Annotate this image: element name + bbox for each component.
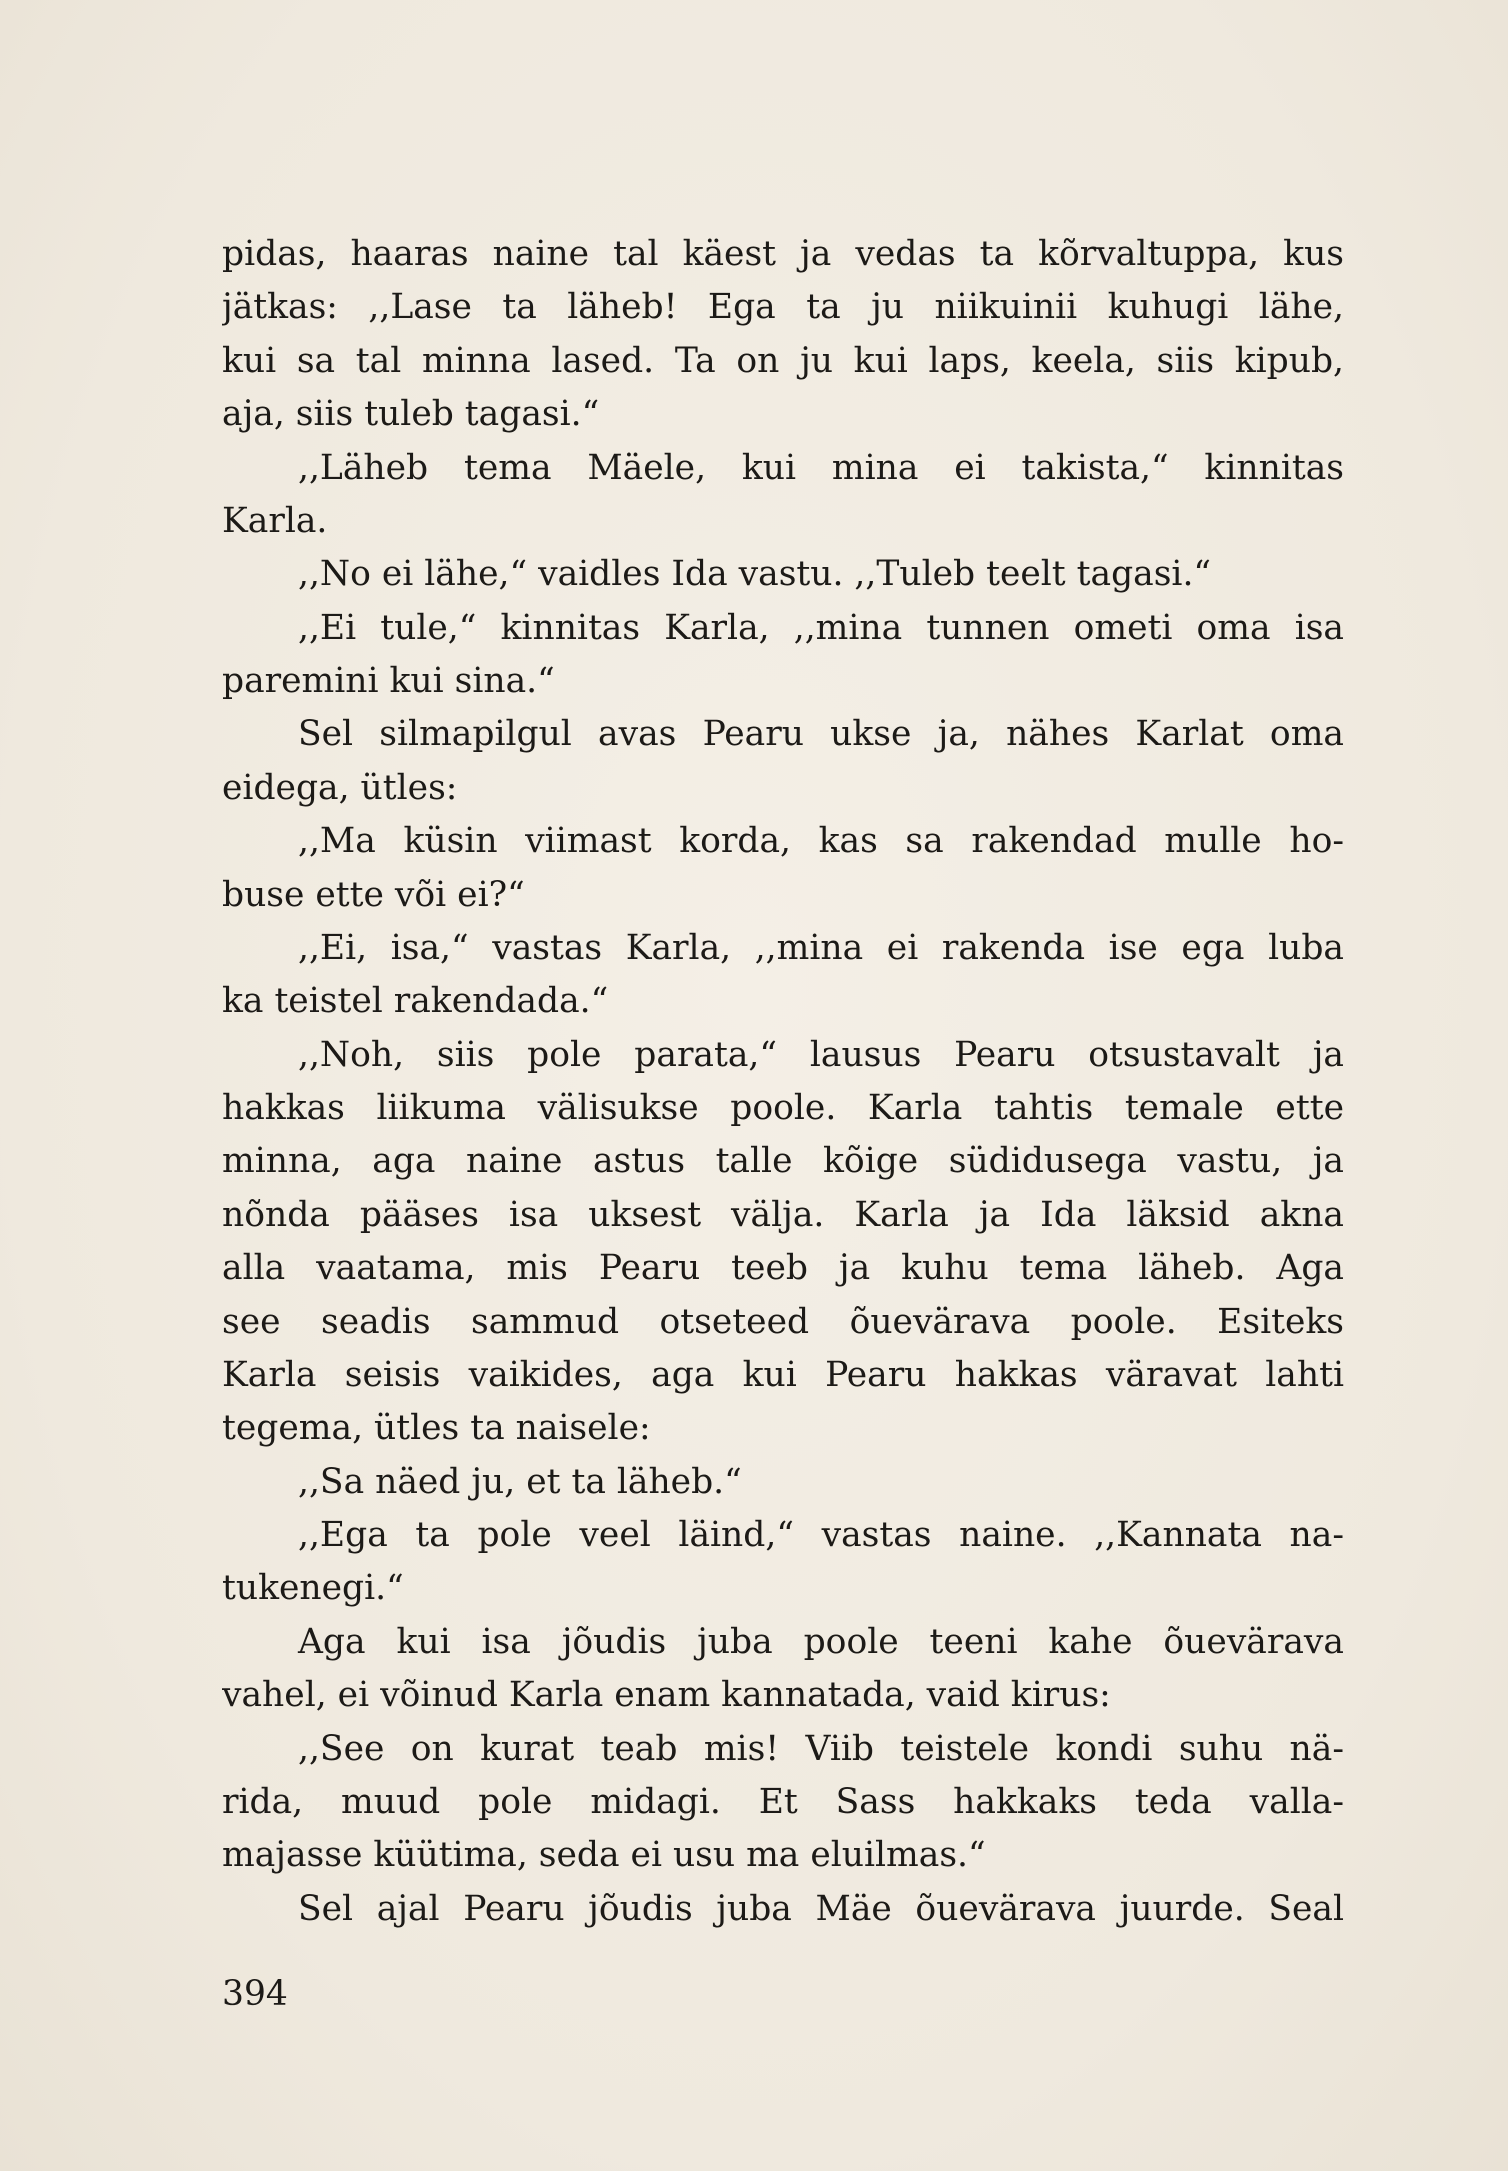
text-line-26: tukenegi.“ xyxy=(222,1568,404,1608)
text-line-24: ,,Sa näed ju, et ta läheb.“ xyxy=(298,1462,742,1502)
text-line-10: Sel silmapilgul avas Pearu ukse ja, nähes Karlat oma xyxy=(298,714,1344,754)
text-line-9: paremini kui sina.“ xyxy=(222,661,555,701)
text-line-2: jätkas: ,,Lase ta läheb! Ega ta ju niikuinii kuhugi lähe, xyxy=(222,287,1344,327)
page-number: 394 xyxy=(222,1974,288,2014)
text-line-31: majasse küütima, seda ei usu ma eluilmas.“ xyxy=(222,1835,986,1875)
text-line-30: rida, muud pole midagi. Et Sass hakkaks teda valla- xyxy=(222,1782,1344,1822)
text-line-12: ,,Ma küsin viimast korda, kas sa rakendad mulle ho- xyxy=(298,821,1344,861)
text-line-13: buse ette või ei?“ xyxy=(222,875,525,915)
text-line-20: alla vaatama, mis Pearu teeb ja kuhu tema läheb. Aga xyxy=(222,1248,1344,1288)
text-line-3: kui sa tal minna lased. Ta on ju kui laps, keela, siis kipub, xyxy=(222,341,1344,381)
text-line-15: ka teistel rakendada.“ xyxy=(222,981,609,1021)
text-line-25: ,,Ega ta pole veel läind,“ vastas naine. ,,Kannata na- xyxy=(298,1515,1344,1555)
text-line-7: ,,No ei lähe,“ vaidles Ida vastu. ,,Tuleb teelt tagasi.“ xyxy=(298,554,1212,594)
text-line-8: ,,Ei tule,“ kinnitas Karla, ,,mina tunnen ometi oma isa xyxy=(298,608,1344,648)
text-line-23: tegema, ütles ta naisele: xyxy=(222,1408,651,1448)
text-line-21: see seadis sammud otseteed õueväravа poole. Esiteks xyxy=(222,1302,1344,1342)
text-line-29: ,,See on kurat teab mis! Viib teistele kondi suhu nä- xyxy=(298,1729,1344,1769)
text-line-17: hakkas liikuma välisukse poole. Karla tahtis temale ette xyxy=(222,1088,1344,1128)
text-line-6: Karla. xyxy=(222,501,328,541)
text-line-14: ,,Ei, isa,“ vastas Karla, ,,mina ei rakenda ise ega luba xyxy=(298,928,1344,968)
text-line-5: ,,Läheb tema Mäele, kui mina ei takista,“ kinnitas xyxy=(298,448,1344,488)
text-line-27: Aga kui isa jõudis juba poole teeni kahe õueväravа xyxy=(298,1622,1344,1662)
text-line-16: ,,Noh, siis pole parata,“ lausus Pearu otsustavalt ja xyxy=(298,1035,1344,1075)
text-line-4: aja, siis tuleb tagasi.“ xyxy=(222,394,600,434)
text-line-11: eidega, ütles: xyxy=(222,768,458,808)
text-line-28: vahel, ei võinud Karla enam kannatada, vaid kirus: xyxy=(222,1675,1111,1715)
text-line-18: minna, aga naine astus talle kõige südidusega vastu, ja xyxy=(222,1141,1344,1181)
text-line-19: nõnda pääses isa uksest välja. Karla ja Ida läksid akna xyxy=(222,1195,1344,1235)
text-line-22: Karla seisis vaikides, aga kui Pearu hakkas väravat lahti xyxy=(222,1355,1344,1395)
text-line-1: pidas, haaras naine tal käest ja vedas ta kõrvaltuppa, kus xyxy=(222,234,1344,274)
text-line-32: Sel ajal Pearu jõudis juba Mäe õueväravа juurde. Seal xyxy=(298,1889,1344,1929)
